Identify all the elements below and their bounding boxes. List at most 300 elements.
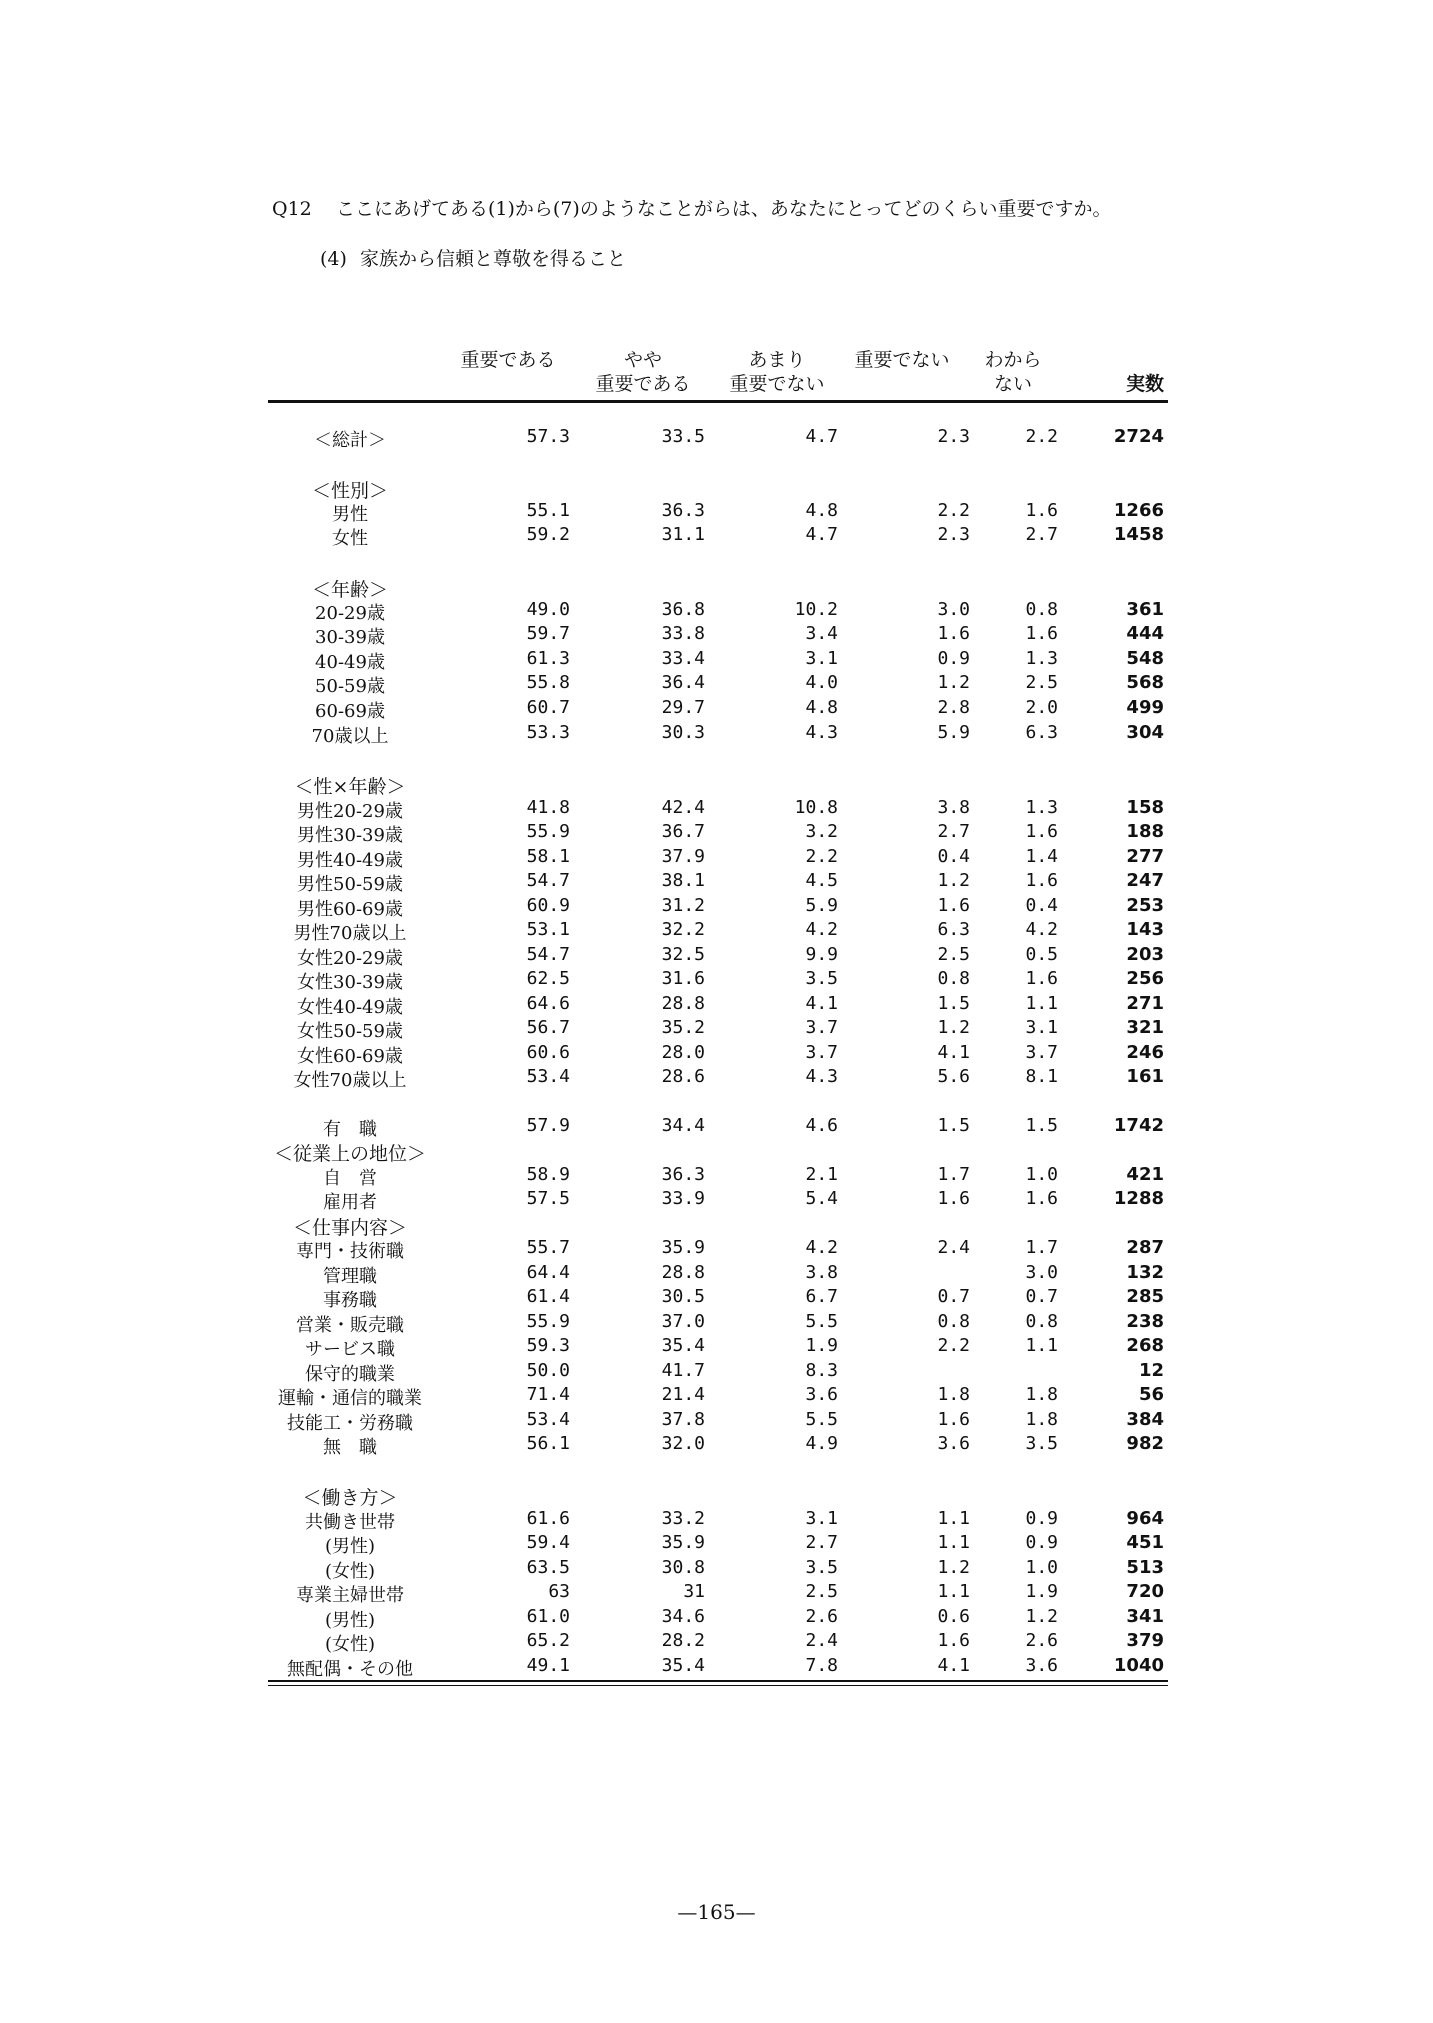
cell-count: 132 <box>1126 1262 1164 1283</box>
cell-percent: 4.1 <box>805 993 838 1014</box>
cell-percent: 4.6 <box>805 1115 838 1136</box>
cell-percent: 28.8 <box>661 993 705 1014</box>
table-row <box>0 1409 1433 1434</box>
cell-percent: 37.9 <box>661 846 705 867</box>
cell-percent: 10.2 <box>794 599 838 620</box>
cell-percent: 5.4 <box>805 1188 838 1209</box>
cell-count: 271 <box>1126 993 1164 1014</box>
cell-percent: 56.7 <box>526 1017 570 1038</box>
cell-percent: 55.1 <box>526 500 570 521</box>
table-row <box>0 500 1433 525</box>
cell-percent: 2.3 <box>937 524 970 545</box>
cell-percent: 71.4 <box>526 1384 570 1405</box>
table-row <box>0 623 1433 648</box>
subitem-number: (4) <box>320 248 347 270</box>
table-row <box>0 870 1433 895</box>
cell-percent: 3.5 <box>805 968 838 989</box>
cell-percent: 4.1 <box>937 1042 970 1063</box>
row-label: 30-39歳 <box>315 627 385 648</box>
table-row <box>0 697 1433 722</box>
table-row <box>0 1433 1433 1458</box>
cell-percent: 2.8 <box>937 697 970 718</box>
cell-percent: 59.7 <box>526 623 570 644</box>
cell-percent: 1.2 <box>937 870 970 891</box>
table-row <box>0 846 1433 871</box>
cell-percent: 54.7 <box>526 870 570 891</box>
cell-percent: 1.8 <box>1025 1384 1058 1405</box>
cell-percent: 1.8 <box>1025 1409 1058 1430</box>
cell-count: 253 <box>1126 895 1164 916</box>
table-row <box>0 1237 1433 1262</box>
cell-percent: 2.2 <box>1025 426 1058 447</box>
cell-percent: 4.8 <box>805 697 838 718</box>
cell-percent: 0.9 <box>937 648 970 669</box>
cell-percent: 38.1 <box>661 870 705 891</box>
table-row <box>0 722 1433 747</box>
table-row <box>0 426 1433 451</box>
cell-percent: 32.5 <box>661 944 705 965</box>
cell-percent: 1.0 <box>1025 1164 1058 1185</box>
cell-percent: 3.4 <box>805 623 838 644</box>
cell-percent: 58.1 <box>526 846 570 867</box>
cell-percent: 1.6 <box>937 623 970 644</box>
row-label: 雇用者 <box>323 1192 377 1213</box>
cell-count: 304 <box>1126 722 1164 743</box>
cell-percent: 2.3 <box>937 426 970 447</box>
cell-percent: 3.7 <box>805 1042 838 1063</box>
cell-percent: 33.4 <box>661 648 705 669</box>
cell-percent: 60.7 <box>526 697 570 718</box>
cell-percent: 31.6 <box>661 968 705 989</box>
cell-percent: 1.7 <box>937 1164 970 1185</box>
cell-percent: 1.6 <box>937 1630 970 1651</box>
row-label: 女性 <box>332 528 368 549</box>
cell-percent: 55.9 <box>526 821 570 842</box>
cell-percent: 3.1 <box>805 648 838 669</box>
cell-count: 238 <box>1126 1311 1164 1332</box>
cell-percent: 8.1 <box>1025 1066 1058 1087</box>
cell-percent: 0.9 <box>1025 1532 1058 1553</box>
cell-percent: 28.8 <box>661 1262 705 1283</box>
cell-percent: 3.8 <box>805 1262 838 1283</box>
cell-percent: 57.9 <box>526 1115 570 1136</box>
cell-percent: 4.9 <box>805 1433 838 1454</box>
cell-percent: 1.5 <box>937 993 970 1014</box>
header-col-4: 重要でない <box>854 349 950 371</box>
row-label: (男性) <box>324 1610 376 1631</box>
cell-percent: 63 <box>548 1581 570 1602</box>
cell-percent: 0.8 <box>1025 599 1058 620</box>
cell-percent: 0.7 <box>937 1286 970 1307</box>
cell-percent: 32.0 <box>661 1433 705 1454</box>
row-label: 専業主婦世帯 <box>296 1585 404 1606</box>
cell-percent: 55.9 <box>526 1311 570 1332</box>
cell-count: 982 <box>1126 1433 1164 1454</box>
cell-percent: 41.8 <box>526 797 570 818</box>
cell-percent: 2.5 <box>805 1581 838 1602</box>
cell-percent: 1.6 <box>1025 623 1058 644</box>
cell-count: 2724 <box>1113 426 1164 447</box>
table-row <box>0 1483 1433 1508</box>
cell-percent: 2.6 <box>805 1606 838 1627</box>
cell-percent: 63.5 <box>526 1557 570 1578</box>
cell-count: 964 <box>1126 1508 1164 1529</box>
cell-percent: 4.1 <box>937 1655 970 1676</box>
table-row <box>0 1606 1433 1631</box>
cell-percent: 36.3 <box>661 500 705 521</box>
cell-percent: 57.5 <box>526 1188 570 1209</box>
row-label: 男性70歳以上 <box>293 923 407 944</box>
cell-count: 268 <box>1126 1335 1164 1356</box>
table-bottom-rule-thin <box>268 1685 1168 1686</box>
cell-count: 1266 <box>1113 500 1164 521</box>
row-label: 女性30-39歳 <box>297 972 403 993</box>
cell-percent: 61.0 <box>526 1606 570 1627</box>
row-label: ＜仕事内容＞ <box>292 1217 407 1239</box>
cell-count: 1288 <box>1113 1188 1164 1209</box>
cell-percent: 57.3 <box>526 426 570 447</box>
header-col-2: やや 重要である <box>595 349 691 395</box>
cell-percent: 53.1 <box>526 919 570 940</box>
table-row <box>0 821 1433 846</box>
cell-percent: 33.2 <box>661 1508 705 1529</box>
cell-percent: 4.3 <box>805 1066 838 1087</box>
cell-count: 287 <box>1126 1237 1164 1258</box>
table-top-rule <box>268 400 1168 403</box>
cell-percent: 37.0 <box>661 1311 705 1332</box>
cell-percent: 0.8 <box>937 968 970 989</box>
page-number: —165— <box>677 1900 756 1924</box>
cell-percent: 5.9 <box>805 895 838 916</box>
cell-count: 451 <box>1126 1532 1164 1553</box>
header-col-3: あまり 重要でない <box>729 349 825 395</box>
cell-percent: 59.4 <box>526 1532 570 1553</box>
cell-percent: 4.3 <box>805 722 838 743</box>
row-label: 60-69歳 <box>315 701 385 722</box>
cell-percent: 7.8 <box>805 1655 838 1676</box>
cell-count: 548 <box>1126 648 1164 669</box>
table-row <box>0 1581 1433 1606</box>
row-label: 保守的職業 <box>305 1364 395 1385</box>
cell-percent: 5.5 <box>805 1409 838 1430</box>
row-label: 女性40-49歳 <box>297 997 403 1018</box>
table-row <box>0 1139 1433 1164</box>
cell-percent: 1.5 <box>937 1115 970 1136</box>
row-label: 男性60-69歳 <box>297 899 403 920</box>
cell-percent: 1.6 <box>937 895 970 916</box>
cell-percent: 35.2 <box>661 1017 705 1038</box>
row-label: 男性40-49歳 <box>297 850 403 871</box>
cell-percent: 36.7 <box>661 821 705 842</box>
cell-percent: 28.6 <box>661 1066 705 1087</box>
cell-percent: 53.3 <box>526 722 570 743</box>
cell-percent: 0.8 <box>1025 1311 1058 1332</box>
cell-percent: 1.2 <box>937 1557 970 1578</box>
row-label: (女性) <box>324 1634 376 1655</box>
cell-count: 1458 <box>1113 524 1164 545</box>
cell-percent: 9.9 <box>805 944 838 965</box>
cell-percent: 0.4 <box>937 846 970 867</box>
cell-percent: 60.9 <box>526 895 570 916</box>
cell-percent: 29.7 <box>661 697 705 718</box>
cell-percent: 1.6 <box>1025 1188 1058 1209</box>
cell-percent: 60.6 <box>526 1042 570 1063</box>
cell-percent: 61.3 <box>526 648 570 669</box>
question-subitem <box>320 248 626 270</box>
cell-percent: 1.6 <box>1025 870 1058 891</box>
cell-percent: 6.3 <box>1025 722 1058 743</box>
cell-percent: 1.9 <box>805 1335 838 1356</box>
cell-count: 246 <box>1126 1042 1164 1063</box>
cell-percent: 1.6 <box>1025 500 1058 521</box>
table-row <box>0 968 1433 993</box>
cell-count: 513 <box>1126 1557 1164 1578</box>
table-row <box>0 1213 1433 1238</box>
cell-percent: 2.7 <box>1025 524 1058 545</box>
cell-percent: 31.2 <box>661 895 705 916</box>
cell-count: 158 <box>1126 797 1164 818</box>
row-label: ＜性別＞ <box>311 480 388 502</box>
cell-percent: 2.2 <box>937 1335 970 1356</box>
row-label: ＜性×年齢＞ <box>294 776 406 798</box>
row-label: 70歳以上 <box>311 726 389 747</box>
cell-percent: 3.0 <box>1025 1262 1058 1283</box>
cell-percent: 6.3 <box>937 919 970 940</box>
cell-count: 285 <box>1126 1286 1164 1307</box>
table-row <box>0 672 1433 697</box>
table-row <box>0 1532 1433 1557</box>
cell-percent: 3.7 <box>1025 1042 1058 1063</box>
cell-percent: 3.1 <box>1025 1017 1058 1038</box>
cell-count: 421 <box>1126 1164 1164 1185</box>
cell-percent: 0.8 <box>937 1311 970 1332</box>
row-label: 無配偶・その他 <box>287 1659 413 1680</box>
cell-percent: 55.7 <box>526 1237 570 1258</box>
cell-percent: 6.7 <box>805 1286 838 1307</box>
cell-percent: 2.0 <box>1025 697 1058 718</box>
table-bottom-rule <box>268 1680 1168 1682</box>
cell-percent: 30.5 <box>661 1286 705 1307</box>
table-row <box>0 1655 1433 1680</box>
cell-percent: 49.1 <box>526 1655 570 1676</box>
row-label: 専門・技術職 <box>296 1241 404 1262</box>
cell-percent: 31 <box>683 1581 705 1602</box>
table-row <box>0 1360 1433 1385</box>
cell-percent: 3.6 <box>937 1433 970 1454</box>
row-label: 40-49歳 <box>315 652 385 673</box>
cell-percent: 2.4 <box>937 1237 970 1258</box>
table-row <box>0 1164 1433 1189</box>
cell-percent: 4.2 <box>805 1237 838 1258</box>
row-label: 男性30-39歳 <box>297 825 403 846</box>
cell-percent: 2.2 <box>937 500 970 521</box>
row-label: 女性50-59歳 <box>297 1021 403 1042</box>
cell-percent: 1.1 <box>937 1581 970 1602</box>
row-label: 運輸・通信的職業 <box>278 1388 422 1409</box>
table-row <box>0 1017 1433 1042</box>
cell-percent: 35.4 <box>661 1335 705 1356</box>
cell-percent: 59.3 <box>526 1335 570 1356</box>
table-row <box>0 1311 1433 1336</box>
cell-count: 256 <box>1126 968 1164 989</box>
cell-percent: 0.7 <box>1025 1286 1058 1307</box>
cell-count: 1742 <box>1113 1115 1164 1136</box>
row-label: ＜年齢＞ <box>311 579 388 601</box>
table-row <box>0 648 1433 673</box>
row-label: 事務職 <box>323 1290 377 1311</box>
table-row <box>0 476 1433 501</box>
cell-percent: 4.8 <box>805 500 838 521</box>
row-label: 男性50-59歳 <box>297 874 403 895</box>
cell-percent: 1.6 <box>1025 968 1058 989</box>
cell-count: 56 <box>1138 1384 1164 1405</box>
cell-percent: 36.8 <box>661 599 705 620</box>
cell-percent: 5.6 <box>937 1066 970 1087</box>
cell-percent: 3.5 <box>805 1557 838 1578</box>
cell-percent: 41.7 <box>661 1360 705 1381</box>
table-row <box>0 797 1433 822</box>
cell-count: 1040 <box>1113 1655 1164 1676</box>
cell-percent: 0.5 <box>1025 944 1058 965</box>
cell-percent: 2.5 <box>937 944 970 965</box>
table-row <box>0 993 1433 1018</box>
row-label: サービス職 <box>305 1339 395 1360</box>
cell-percent: 0.4 <box>1025 895 1058 916</box>
cell-percent: 35.9 <box>661 1237 705 1258</box>
cell-percent: 1.6 <box>1025 821 1058 842</box>
cell-percent: 5.5 <box>805 1311 838 1332</box>
cell-count: 12 <box>1138 1360 1164 1381</box>
cell-percent: 2.7 <box>805 1532 838 1553</box>
cell-percent: 55.8 <box>526 672 570 693</box>
cell-percent: 1.6 <box>937 1188 970 1209</box>
cell-count: 341 <box>1126 1606 1164 1627</box>
cell-percent: 3.0 <box>937 599 970 620</box>
cell-percent: 62.5 <box>526 968 570 989</box>
cell-percent: 1.0 <box>1025 1557 1058 1578</box>
cell-percent: 4.5 <box>805 870 838 891</box>
cell-percent: 36.3 <box>661 1164 705 1185</box>
table-row <box>0 1042 1433 1067</box>
table-row <box>0 944 1433 969</box>
table-row <box>0 599 1433 624</box>
table-row <box>0 1557 1433 1582</box>
table-row <box>0 575 1433 600</box>
table-row <box>0 1115 1433 1140</box>
cell-percent: 4.0 <box>805 672 838 693</box>
cell-percent: 61.6 <box>526 1508 570 1529</box>
row-label: (女性) <box>324 1561 376 1582</box>
cell-percent: 34.4 <box>661 1115 705 1136</box>
cell-percent: 36.4 <box>661 672 705 693</box>
cell-count: 321 <box>1126 1017 1164 1038</box>
table-row <box>0 1262 1433 1287</box>
cell-count: 203 <box>1126 944 1164 965</box>
cell-percent: 2.4 <box>805 1630 838 1651</box>
cell-percent: 0.6 <box>937 1606 970 1627</box>
cell-percent: 2.5 <box>1025 672 1058 693</box>
row-label: 技能工・労務職 <box>287 1413 413 1434</box>
row-label: ＜従業上の地位＞ <box>273 1143 426 1165</box>
cell-percent: 50.0 <box>526 1360 570 1381</box>
table-row <box>0 895 1433 920</box>
row-label: 共働き世帯 <box>305 1512 395 1533</box>
cell-percent: 3.2 <box>805 821 838 842</box>
cell-percent: 10.8 <box>794 797 838 818</box>
cell-percent: 2.6 <box>1025 1630 1058 1651</box>
header-col-6: 実数 <box>1125 373 1164 395</box>
cell-count: 247 <box>1126 870 1164 891</box>
row-label: 自 営 <box>323 1168 377 1189</box>
cell-percent: 42.4 <box>661 797 705 818</box>
cell-percent: 35.9 <box>661 1532 705 1553</box>
cell-percent: 30.3 <box>661 722 705 743</box>
row-label: 20-29歳 <box>315 603 385 624</box>
header-col-5: わから ない <box>984 349 1042 395</box>
cell-percent: 3.5 <box>1025 1433 1058 1454</box>
cell-percent: 28.0 <box>661 1042 705 1063</box>
row-label: 男性20-29歳 <box>297 801 403 822</box>
cell-percent: 4.2 <box>805 919 838 940</box>
cell-percent: 49.0 <box>526 599 570 620</box>
cell-percent: 65.2 <box>526 1630 570 1651</box>
cell-percent: 33.5 <box>661 426 705 447</box>
subitem-text: 家族から信頼と尊敬を得ること <box>360 248 627 270</box>
cell-percent: 2.7 <box>937 821 970 842</box>
cell-percent: 4.7 <box>805 524 838 545</box>
cell-percent: 53.4 <box>526 1409 570 1430</box>
cell-percent: 1.9 <box>1025 1581 1058 1602</box>
cell-percent: 59.2 <box>526 524 570 545</box>
cell-percent: 1.2 <box>937 672 970 693</box>
cell-percent: 31.1 <box>661 524 705 545</box>
cell-percent: 37.8 <box>661 1409 705 1430</box>
cell-percent: 3.7 <box>805 1017 838 1038</box>
cell-percent: 1.1 <box>1025 993 1058 1014</box>
cell-percent: 33.8 <box>661 623 705 644</box>
cell-percent: 58.9 <box>526 1164 570 1185</box>
cell-percent: 5.9 <box>937 722 970 743</box>
table-row <box>0 1188 1433 1213</box>
cell-percent: 3.6 <box>1025 1655 1058 1676</box>
cell-percent: 8.3 <box>805 1360 838 1381</box>
cell-percent: 0.9 <box>1025 1508 1058 1529</box>
cell-count: 568 <box>1126 672 1164 693</box>
cell-percent: 1.6 <box>937 1409 970 1430</box>
row-label: 女性70歳以上 <box>293 1070 407 1091</box>
row-label: 50-59歳 <box>315 676 385 697</box>
cell-percent: 1.3 <box>1025 648 1058 669</box>
row-label: 男性 <box>332 504 368 525</box>
cell-percent: 30.8 <box>661 1557 705 1578</box>
header-col-1: 重要である <box>460 349 556 371</box>
cell-percent: 3.1 <box>805 1508 838 1529</box>
row-label: ＜働き方＞ <box>302 1487 398 1509</box>
cell-percent: 1.8 <box>937 1384 970 1405</box>
row-label: 女性20-29歳 <box>297 948 403 969</box>
table-row <box>0 1630 1433 1655</box>
row-label: 営業・販売職 <box>296 1315 404 1336</box>
cell-count: 188 <box>1126 821 1164 842</box>
cell-percent: 4.2 <box>1025 919 1058 940</box>
row-label: 管理職 <box>323 1266 377 1287</box>
cell-percent: 32.2 <box>661 919 705 940</box>
cell-percent: 2.2 <box>805 846 838 867</box>
cell-percent: 1.1 <box>937 1508 970 1529</box>
cell-percent: 3.8 <box>937 797 970 818</box>
cell-count: 379 <box>1126 1630 1164 1651</box>
cell-percent: 1.2 <box>937 1017 970 1038</box>
